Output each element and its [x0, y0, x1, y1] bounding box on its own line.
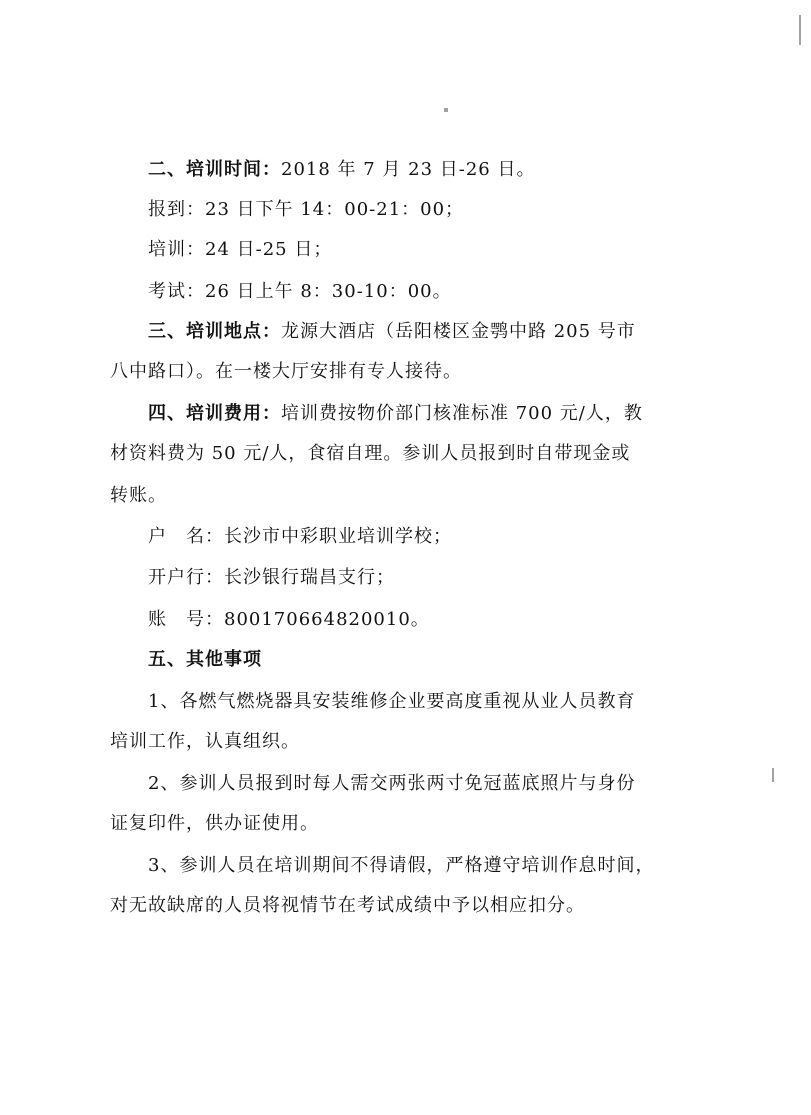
- item-2-line-1: 2、参训人员报到时每人需交两张两寸免冠蓝底照片与身份: [148, 773, 636, 794]
- fees-line-2: 材资料费为 50 元/人，食宿自理。参训人员报到时自带现金或: [110, 443, 631, 464]
- training-time-heading: 二、培训时间：: [148, 159, 281, 180]
- training-time-value: 2018 年 7 月 23 日-26 日。: [281, 159, 536, 180]
- item-3-line-2: 对无故缺席的人员将视情节在考试成绩中予以相应扣分。: [110, 895, 585, 916]
- location-address: 龙源大酒店（岳阳楼区金鹗中路 205 号市: [281, 321, 636, 342]
- item-3-line-1: 3、参训人员在培训期间不得请假，严格遵守培训作息时间，: [148, 855, 655, 876]
- scan-edge-mark: [772, 768, 774, 782]
- scan-edge-mark: [799, 15, 801, 45]
- training-time-line: [148, 158, 535, 182]
- account-name-line: 户 名：长沙市中彩职业培训学校；: [148, 526, 452, 547]
- location-line-1: [148, 320, 636, 344]
- item-1-line-1: 1、各燃气燃烧器具安装维修企业要高度重视从业人员教育: [148, 691, 636, 712]
- exam-line: 考试：26 日上午 8：30-10：00。: [148, 281, 452, 302]
- fees-heading: 四、培训费用：: [148, 403, 281, 424]
- location-line-2: 八中路口）。在一楼大厅安排有专人接待。: [110, 361, 462, 382]
- location-heading: 三、培训地点：: [148, 321, 281, 342]
- bank-line: 开户行：长沙银行瑞昌支行；: [148, 567, 395, 588]
- other-matters-heading: 五、其他事项: [148, 649, 262, 670]
- fees-text: 培训费按物价部门核准标准 700 元/人，教: [281, 403, 643, 424]
- fees-line-1: [148, 402, 643, 426]
- training-days-line: 培训：24 日-25 日；: [148, 239, 333, 260]
- scan-speck: [444, 108, 448, 112]
- account-number-line: 账 号：800170664820010。: [148, 609, 430, 630]
- fees-line-3: 转账。: [110, 485, 167, 506]
- item-1-line-2: 培训工作，认真组织。: [110, 731, 300, 752]
- item-2-line-2: 证复印件，供办证使用。: [110, 813, 319, 834]
- registration-line: 报到：23 日下午 14：00-21：00；: [148, 199, 465, 220]
